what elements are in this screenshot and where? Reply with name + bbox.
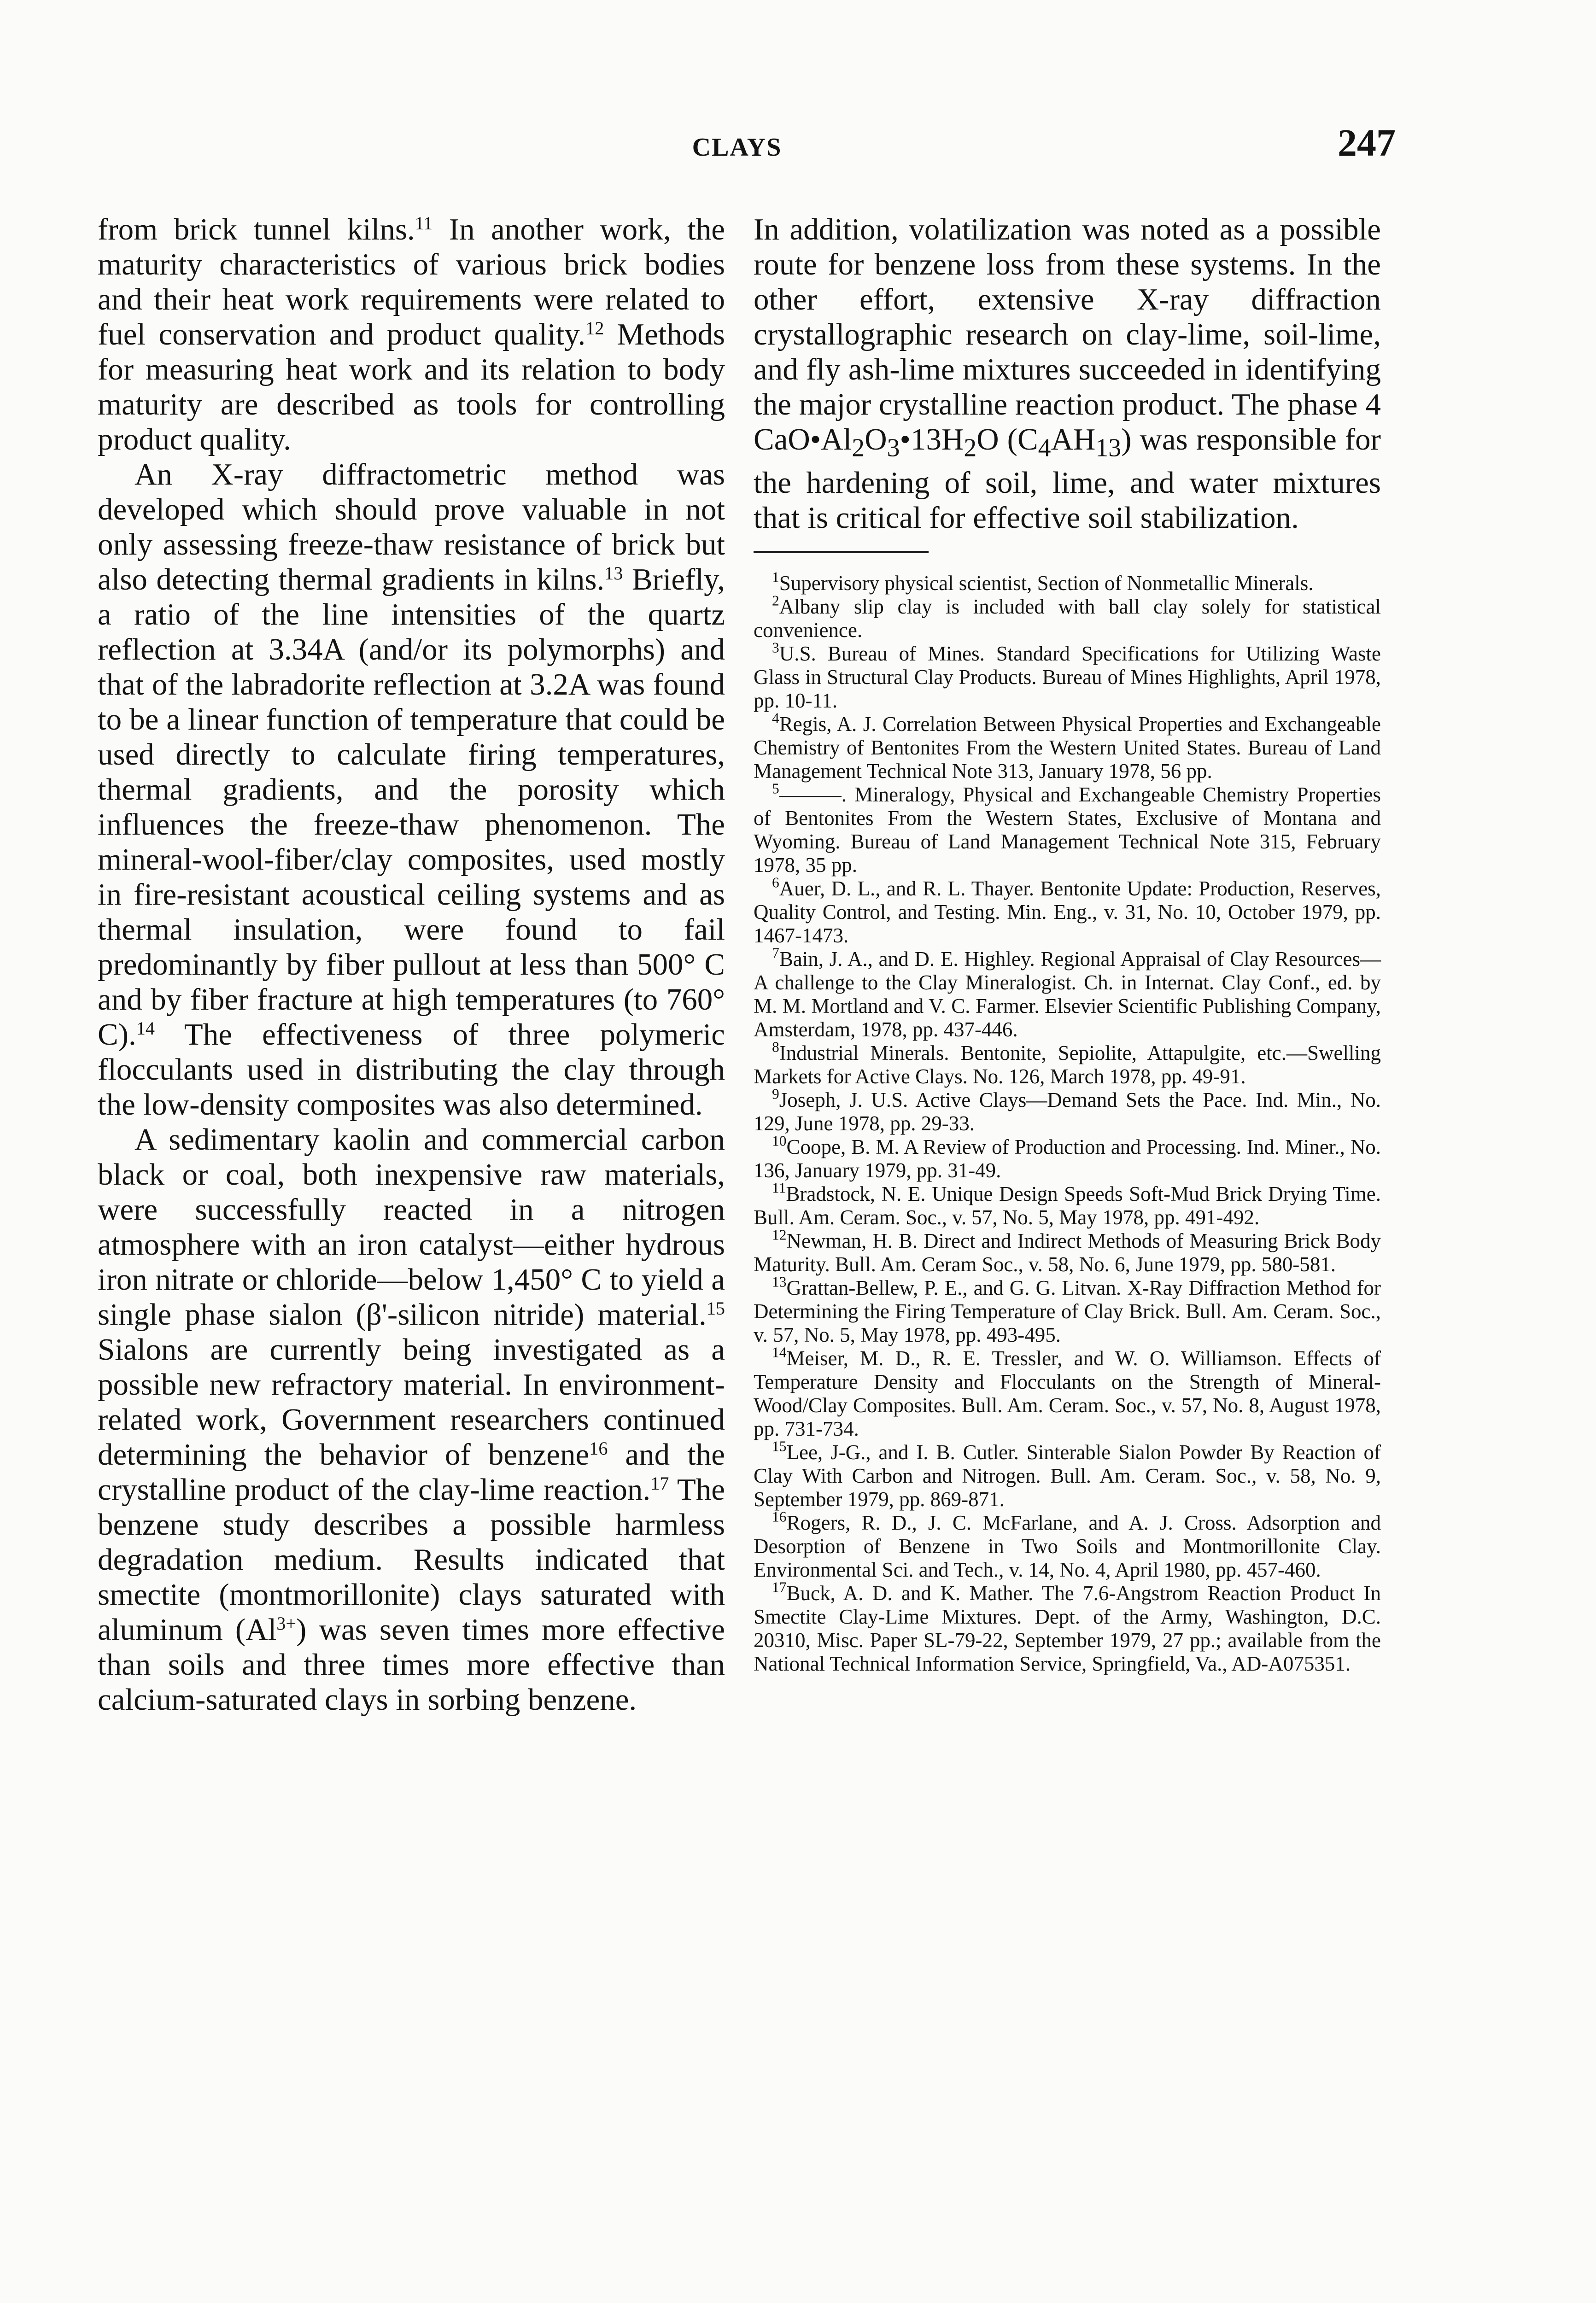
footnote-number: 5 — [772, 781, 779, 797]
footnote-17 — [754, 1579, 1381, 1676]
subscript: 2 — [964, 433, 977, 462]
footnote-number: 10 — [772, 1133, 787, 1150]
footnote-text: Meiser, M. D., R. E. Tressler, and W. O. Williamson. Effects of Temperature Density and Flocculants on the Strength of Mineral-Wood/Clay Composites. Bull. Am. Ceram. Soc., v. 57, No. 8, August 1978, pp. 731-734. — [754, 1347, 1381, 1441]
footnote-ref: 17 — [650, 1473, 669, 1494]
text-run: A sedimentary kaolin and commercial carbon black or coal, both inexpensive raw materials, were successfully reacted in a nitrogen atmosphere with an iron catalyst—either hydrous iron nitrate or chloride—below 1,450° C to yield a single phase sialon (β'-silicon nitride) material. — [98, 1122, 725, 1332]
footnote-text: Regis, A. J. Correlation Between Physical Properties and Exchangeable Chemistry of Bentonites From the Western United States. Bureau of Land Management Technical Note 313, January 1978, 56 pp. — [754, 713, 1381, 783]
footnotes — [754, 569, 1381, 1676]
footnote-text: ———. Mineralogy, Physical and Exchangeable Chemistry Properties of Bentonites From the Western States, Exclusive of Montana and Wyoming. Bureau of Land Management Technical Note 315, February 1978, 35 pp. — [754, 783, 1381, 877]
footnote-text: Albany slip clay is included with ball clay solely for statistical convenience. — [754, 595, 1381, 642]
footnote-10 — [754, 1135, 1381, 1182]
footnote-number: 4 — [772, 710, 779, 727]
footnote-11 — [754, 1182, 1381, 1229]
footnote-4 — [754, 710, 1381, 783]
footnote-rule — [754, 551, 929, 553]
footnote-number: 13 — [772, 1274, 787, 1291]
paragraph — [98, 457, 725, 1122]
text-run: In another work, the maturity characteristics of various brick bodies and their heat work requirements were related to fuel conservation and product quality. — [98, 212, 725, 351]
footnote-number: 7 — [772, 945, 779, 962]
text-run: O — [865, 422, 887, 456]
footnote-6 — [754, 877, 1381, 947]
page-number: 247 — [1338, 122, 1396, 164]
footnote-number: 9 — [772, 1086, 779, 1103]
footnote-5 — [754, 783, 1381, 877]
footnote-ref: 14 — [136, 1017, 155, 1039]
footnote-ref: 12 — [585, 317, 604, 339]
footnote-text: Newman, H. B. Direct and Indirect Methods of Measuring Brick Body Maturity. Bull. Am. Ceram Soc., v. 58, No. 6, June 1979, pp. 580-581. — [754, 1229, 1381, 1276]
footnote-number: 15 — [772, 1438, 787, 1455]
footnote-number: 1 — [772, 569, 779, 586]
paragraph — [98, 212, 725, 457]
footnote-12 — [754, 1229, 1381, 1276]
footnote-ref: 16 — [589, 1438, 608, 1459]
text-run: The effectiveness of three polymeric flocculants used in distributing the clay through the low-density composites was also determined. — [98, 1017, 725, 1122]
footnote-text: Coope, B. M. A Review of Production and Processing. Ind. Miner., No. 136, January 1979, pp. 31-49. — [754, 1135, 1381, 1182]
superscript-charge: 3+ — [276, 1613, 296, 1634]
footnote-ref: 13 — [604, 562, 623, 584]
subscript: 2 — [852, 433, 865, 462]
footnote-text: Supervisory physical scientist, Section of Nonmetallic Minerals. — [779, 572, 1314, 595]
footnote-text: Grattan-Bellew, P. E., and G. G. Litvan. X-Ray Diffraction Method for Determining the Firing Temperature of Clay Brick. Bull. Am. Ceram. Soc., v. 57, No. 5, May 1978, pp. 493-495. — [754, 1276, 1381, 1347]
footnote-number: 12 — [772, 1227, 787, 1244]
footnote-number: 8 — [772, 1039, 779, 1056]
footnote-text: Rogers, R. D., J. C. McFarlane, and A. J. Cross. Adsorption and Desorption of Benzene in Two Soils and Montmorillonite Clay. Environmental Sci. and Tech., v. 14, No. 4, April 1980, pp. 457-460. — [754, 1511, 1381, 1582]
footnote-15 — [754, 1438, 1381, 1511]
text-run: In addition, volatilization was noted as a possible route for benzene loss from these systems. In the other effort, extensive X-ray diffraction crystallographic research on clay-lime, soil-lime, and fly ash-lime mixtures succeeded in identifying the major crystalline reaction product. The phase 4 CaO•Al — [754, 212, 1381, 456]
footnote-16 — [754, 1511, 1381, 1582]
right-column — [754, 212, 1381, 1676]
footnote-14 — [754, 1344, 1381, 1441]
footnote-number: 14 — [772, 1344, 787, 1361]
footnote-ref: 15 — [706, 1298, 725, 1319]
footnote-text: Auer, D. L., and R. L. Thayer. Bentonite Update: Production, Reserves, Quality Control, and Testing. Min. Eng., v. 31, No. 10, October 1979, pp. 1467-1473. — [754, 877, 1381, 947]
footnote-number: 3 — [772, 640, 779, 656]
footnote-1 — [754, 569, 1381, 595]
footnote-2 — [754, 595, 1381, 642]
footnote-text: Bain, J. A., and D. E. Highley. Regional Appraisal of Clay Resources—A challenge to the Clay Mineralogist. Ch. in Internat. Clay Conf., ed. by M. M. Mortland and V. C. Farmer. Elsevier Scientific Publishing Company, Amsterdam, 1978, pp. 437-446. — [754, 947, 1381, 1041]
left-column — [98, 212, 725, 1717]
footnote-13 — [754, 1276, 1381, 1347]
paragraph — [98, 1122, 725, 1717]
footnote-number: 11 — [772, 1180, 786, 1197]
footnote-number: 2 — [772, 593, 779, 609]
running-head: CLAYS — [692, 133, 782, 162]
footnote-ref: 11 — [415, 212, 433, 234]
footnote-3 — [754, 642, 1381, 713]
subscript: 4 — [1038, 433, 1051, 462]
footnote-number: 6 — [772, 875, 779, 891]
footnote-8 — [754, 1041, 1381, 1088]
footnote-text: Bradstock, N. E. Unique Design Speeds Soft-Mud Brick Drying Time. Bull. Am. Ceram. Soc., v. 57, No. 5, May 1978, pp. 491-492. — [754, 1182, 1381, 1229]
text-run: ) was responsible for the hardening of soil, lime, and water mixtures that is critical for effective soil stabilization. — [754, 422, 1381, 535]
footnote-text: Industrial Minerals. Bentonite, Sepiolite, Attapulgite, etc.—Swelling Markets for Active Clays. No. 126, March 1978, pp. 49-91. — [754, 1041, 1381, 1088]
subscript: 13 — [1095, 433, 1122, 462]
text-run: and the crystalline product of the clay-lime reaction. — [98, 1438, 725, 1507]
footnote-text: U.S. Bureau of Mines. Standard Specifications for Utilizing Waste Glass in Structural Clay Products. Bureau of Mines Highlights, April 1978, pp. 10-11. — [754, 642, 1381, 713]
footnote-9 — [754, 1088, 1381, 1135]
text-run: Sialons are currently being investigated as a possible new refractory material. In environment-related work, Government researchers continued determining the behavior of benzene — [98, 1333, 725, 1472]
footnote-text: Lee, J-G., and I. B. Cutler. Sinterable Sialon Powder By Reaction of Clay With Carbon and Nitrogen. Bull. Am. Ceram. Soc., v. 58, No. 9, September 1979, pp. 869-871. — [754, 1441, 1381, 1511]
footnote-number: 17 — [772, 1579, 787, 1596]
text-run: An X-ray diffractometric method was developed which should prove valuable in not only assessing freeze-thaw resistance of brick but also detecting thermal gradients in kilns. — [98, 457, 725, 596]
text-run: Briefly, a ratio of the line intensities of the quartz reflection at 3.34A (and/or its polymorphs) and that of the labradorite reflection at 3.2A was found to be a linear function of temperature that could be used directly to calculate firing temperatures, thermal gradients, and the porosity which influences the freeze-thaw phenomenon. The mineral-wool-fiber/clay composites, used mostly in fire-resistant acoustical ceiling systems and as thermal insulation, were found to fail predominantly by fiber pullout at less than 500° C and by fiber fracture at high temperatures (to 760° C). — [98, 562, 725, 1052]
text-run: AH — [1051, 422, 1096, 456]
footnote-text: Buck, A. D. and K. Mather. The 7.6-Angstrom Reaction Product In Smectite Clay-Lime Mixtures. Dept. of the Army, Washington, D.C. 20310, Misc. Paper SL-79-22, September 1979, 27 pp.; available from the National Technical Information Service, Springfield, Va., AD-A075351. — [754, 1582, 1381, 1676]
footnote-text: Joseph, J. U.S. Active Clays—Demand Sets the Pace. Ind. Min., No. 129, June 1978, pp. 29-33. — [754, 1088, 1381, 1135]
subscript: 3 — [887, 433, 900, 462]
footnote-number: 16 — [772, 1509, 787, 1526]
text-run: Methods for measuring heat work and its relation to body maturity are described as tools for controlling product quality. — [98, 317, 725, 456]
text-run: ) was seven times more effective than soils and three times more effective than calcium-saturated clays in sorbing benzene. — [98, 1613, 725, 1717]
text-run: O (C — [976, 422, 1038, 456]
footnote-7 — [754, 947, 1381, 1041]
text-run: from brick tunnel kilns. — [98, 212, 415, 246]
paragraph — [754, 212, 1381, 535]
text-run: •13H — [900, 422, 964, 456]
text-run: The benzene study describes a possible harmless degradation medium. Results indicated that smectite (montmorillonite) clays saturated with aluminum (Al — [98, 1473, 725, 1647]
